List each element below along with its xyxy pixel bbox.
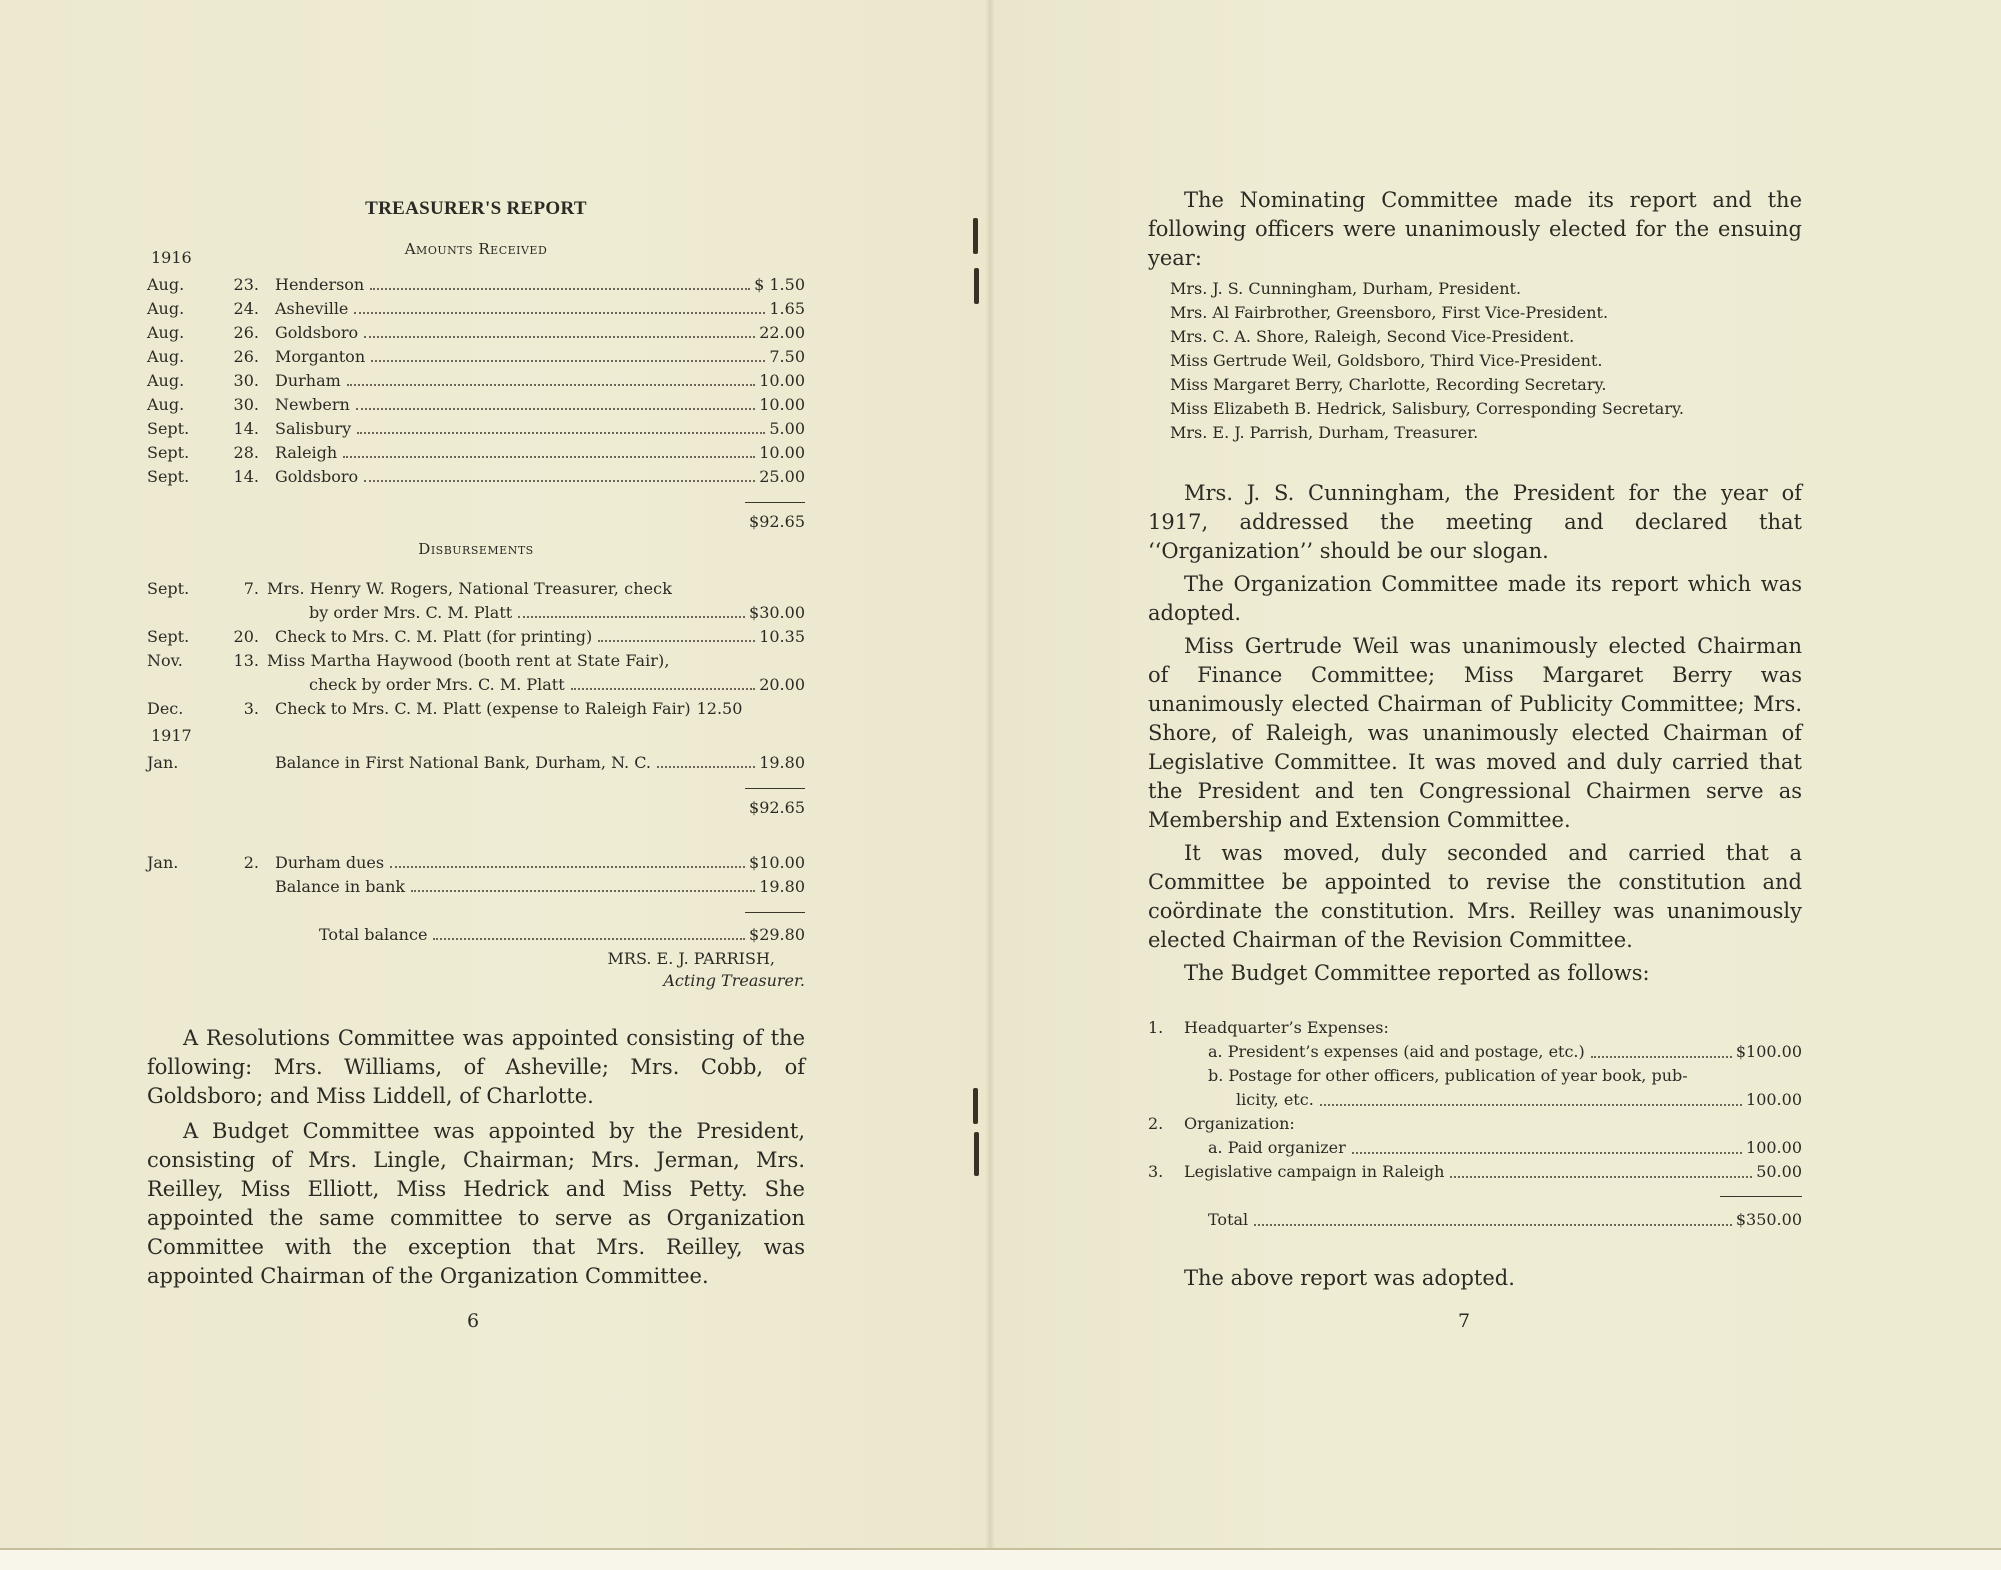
officer-entry: Miss Margaret Berry, Charlotte, Recording Secretary. xyxy=(1170,375,1607,394)
officer-list xyxy=(1170,277,1770,445)
received-total: $92.65 xyxy=(749,512,805,531)
officer-entry: Mrs. J. S. Cunningham, Durham, President. xyxy=(1170,279,1522,298)
total-balance-row: Total balance $29.80 xyxy=(319,925,805,944)
sum-rule xyxy=(745,788,805,789)
president-paragraph: Mrs. J. S. Cunningham, the President for the year of 1917, addressed the meeting and declared that ‘‘Organization’’ should be our slogan. xyxy=(1148,481,1802,563)
received-row: Aug. 26. Goldsboro 22.00 xyxy=(147,323,805,342)
staple-bottom xyxy=(973,1088,978,1124)
budget-row: 3. Legislative campaign in Raleigh 50.00 xyxy=(1148,1162,1802,1181)
center-gutter xyxy=(985,0,995,1568)
received-row: Sept. 28. Raleigh 10.00 xyxy=(147,443,805,462)
disbursements-heading: Disbursements xyxy=(418,540,534,558)
disbursement-total: $92.65 xyxy=(749,798,805,817)
staple-bottom-lower xyxy=(974,1132,979,1176)
disbursement-row: Sept. 20. Check to Mrs. C. M. Platt (for printing) 10.35 xyxy=(147,627,805,646)
received-row: Sept. 14. Salisbury 5.00 xyxy=(147,419,805,438)
sum-rule xyxy=(745,912,805,913)
signature xyxy=(608,948,805,992)
received-row: Sept. 14. Goldsboro 25.00 xyxy=(147,467,805,486)
disbursement-row: Sept. 7. Mrs. Henry W. Rogers, National Treasurer, check xyxy=(147,579,673,598)
committee-paragraphs xyxy=(147,1024,805,1297)
resolutions-paragraph: A Resolutions Committee was appointed consisting of the following: Mrs. Williams, of Asheville; Mrs. Cobb, of Goldsboro; and Miss Liddell, of Charlotte. xyxy=(147,1026,805,1108)
balance-row: Balance in bank 19.80 xyxy=(275,877,805,896)
budget-intro-paragraph: The Budget Committee reported as follows: xyxy=(1184,961,1650,985)
budget-row: b. Postage for other officers, publication of year book, pub- xyxy=(1208,1066,1688,1085)
year-label: 1917 xyxy=(151,726,192,745)
nominating-intro xyxy=(1148,186,1802,277)
page-bottom-edge xyxy=(0,1548,2001,1570)
signature-name: MRS. E. J. PARRISH, xyxy=(607,949,775,968)
received-row: Aug. 30. Durham 10.00 xyxy=(147,371,805,390)
left-page xyxy=(0,0,990,1568)
disbursement-row: Jan. Balance in First National Bank, Durham, N. C. 19.80 xyxy=(147,753,805,772)
received-row: Aug. 30. Newbern 10.00 xyxy=(147,395,805,414)
closing-paragraph xyxy=(1148,1264,1802,1297)
budget-row: 1. Headquarter’s Expenses: xyxy=(1148,1018,1389,1037)
officer-entry: Mrs. E. J. Parrish, Durham, Treasurer. xyxy=(1170,423,1479,442)
disbursement-row-cont: by order Mrs. C. M. Platt $30.00 xyxy=(309,603,805,622)
disbursement-row: Dec. 3. Check to Mrs. C. M. Platt (expense to Raleigh Fair) 12.50 xyxy=(147,699,743,718)
organization-paragraph: The Organization Committee made its report which was adopted. xyxy=(1148,572,1802,625)
sum-rule xyxy=(745,502,805,503)
nominating-paragraph: The Nominating Committee made its report and the following officers were unanimously elected for the ensuing year: xyxy=(1148,188,1802,270)
budget-total-row: Total $350.00 xyxy=(1208,1210,1802,1229)
adopted-line: The above report was adopted. xyxy=(1184,1266,1515,1290)
staple-top xyxy=(973,218,978,254)
received-row: Aug. 23. Henderson $ 1.50 xyxy=(147,275,805,294)
officer-entry: Mrs. Al Fairbrother, Greensboro, First Vice-President. xyxy=(1170,303,1609,322)
report-title: TREASURER'S REPORT xyxy=(365,198,587,219)
budget-row: 2. Organization: xyxy=(1148,1114,1295,1133)
budget-row: a. President’s expenses (aid and postage, etc.) $100.00 xyxy=(1208,1042,1802,1061)
revision-paragraph: It was moved, duly seconded and carried that a Committee be appointed to revise the constitution and coördinate the constitution. Mrs. Reilley was unanimously elected Chairman of the Revision Committee. xyxy=(1148,841,1802,952)
disbursement-row-cont: check by order Mrs. C. M. Platt 20.00 xyxy=(309,675,805,694)
chairmen-paragraph: Miss Gertrude Weil was unanimously elected Chairman of Finance Committee; Miss Margaret Berry was unanimously elected Chairman of Publicity Committee; Mrs. Shore, of Raleigh, was unanimously elected Chairman of Legislative Committee. It was moved and duly carried that the President and ten Congressional Chairmen serve as Membership and Extension Committee. xyxy=(1148,634,1802,832)
minutes-paragraphs xyxy=(1148,479,1802,992)
disbursement-row: Nov. 13. Miss Martha Haywood (booth rent at State Fair), xyxy=(147,651,670,670)
received-row: Aug. 24. Asheville 1.65 xyxy=(147,299,805,318)
budget-committee-paragraph: A Budget Committee was appointed by the President, consisting of Mrs. Lingle, Chairman; Mrs. Jerman, Mrs. Reilley, Miss Elliott, Miss Hedrick and Miss Petty. She appointed the same committee to serve as Organization Committee with the exception that Mrs. Reilley, was appointed Chairman of the Organization Committee. xyxy=(147,1119,805,1288)
budget-row: a. Paid organizer 100.00 xyxy=(1208,1138,1802,1157)
year-label: 1916 xyxy=(151,248,192,267)
staple-top-lower xyxy=(974,268,979,304)
officer-entry: Mrs. C. A. Shore, Raleigh, Second Vice-President. xyxy=(1170,327,1575,346)
budget-row: licity, etc. 100.00 xyxy=(1236,1090,1802,1109)
officer-entry: Miss Gertrude Weil, Goldsboro, Third Vice-President. xyxy=(1170,351,1603,370)
right-page xyxy=(990,0,2001,1568)
officer-entry: Miss Elizabeth B. Hedrick, Salisbury, Corresponding Secretary. xyxy=(1170,399,1684,418)
amounts-received-heading: Amounts Received xyxy=(404,240,548,258)
sum-rule xyxy=(1720,1196,1802,1197)
received-row: Aug. 26. Morganton 7.50 xyxy=(147,347,805,366)
page-number: 7 xyxy=(1458,1310,1471,1332)
signature-title: Acting Treasurer. xyxy=(663,971,805,990)
balance-row: Jan. 2. Durham dues $10.00 xyxy=(147,853,805,872)
page-number: 6 xyxy=(467,1310,480,1332)
